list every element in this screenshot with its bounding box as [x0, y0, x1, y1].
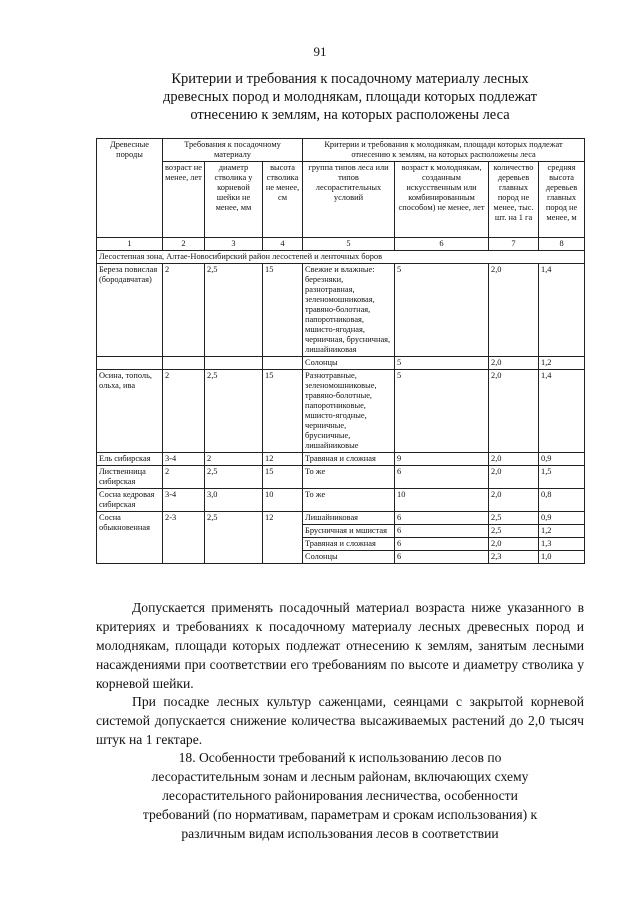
tree-count-cell: 2,3 [489, 551, 539, 564]
forest-types-cell: Разнотравные, зеленомошниковые, травяно-болотные, папоротниковые, мшисто-ягодные, черничные, брусничные, лишайниковые [303, 370, 395, 453]
forest-types-cell: Брусничная и мшистая [303, 525, 395, 538]
diameter-cell: 2 [205, 453, 263, 466]
tree-count-cell: 2,0 [489, 264, 539, 357]
title-line: Критерии и требования к посадочному материалу лесных [171, 71, 529, 87]
age-cell [163, 357, 205, 370]
column-number: 8 [539, 238, 585, 251]
table-row [97, 370, 585, 453]
table-row [97, 453, 585, 466]
height-cell [263, 357, 303, 370]
section-heading [96, 748, 584, 843]
column-number: 5 [303, 238, 395, 251]
tree-count-cell: 2,0 [489, 538, 539, 551]
paragraph-text: Допускается применять посадочный материал возраста ниже указанного в критериях и требованиях к посадочному материалу лесных древесных пород и молоднякам, площади которых подлежат отнесению к землям, занятым лесными насаждениями при соответствии его требованиям по высоте и диаметру стволика у корневой шейки. [96, 600, 584, 691]
tree-count-cell: 2,0 [489, 453, 539, 466]
young-age-cell: 6 [395, 551, 489, 564]
header-age: возраст не менее, лет [163, 162, 205, 238]
height-cell: 12 [263, 512, 303, 564]
header-height: высота стволика не менее, см [263, 162, 303, 238]
zone-title: Лесостепная зона, Алтае-Новосибирский район лесостепей и ленточных боров [97, 251, 585, 264]
tree-count-cell: 2,0 [489, 370, 539, 453]
age-cell: 3-4 [163, 453, 205, 466]
header-mean-height: средняя высота деревьев главных пород не менее, м [539, 162, 585, 238]
young-age-cell: 6 [395, 538, 489, 551]
diameter-cell [205, 357, 263, 370]
header-species: Древесные породы [97, 139, 163, 238]
forest-types-cell: Травяная и сложная [303, 538, 395, 551]
table-row [97, 512, 585, 525]
heading-line: лесорастительного районирования лесничества, особенности [162, 788, 518, 803]
young-age-cell: 10 [395, 489, 489, 512]
young-age-cell: 6 [395, 525, 489, 538]
column-number: 6 [395, 238, 489, 251]
mean-height-cell: 1,3 [539, 538, 585, 551]
paragraph-text: При посадке лесных культур саженцами, сеянцами с закрытой корневой системой допускается снижение количества высаживаемых растений до 2,0 тысяч штук на 1 гектаре. [96, 694, 584, 747]
mean-height-cell: 1,2 [539, 525, 585, 538]
diameter-cell: 3,0 [205, 489, 263, 512]
header-planting-material: Требования к посадочному материалу [163, 139, 303, 162]
species-cell: Осина, тополь, ольха, ива [97, 370, 163, 453]
age-cell: 3-4 [163, 489, 205, 512]
tree-count-cell: 2,0 [489, 357, 539, 370]
table-row [97, 357, 585, 370]
mean-height-cell: 1,4 [539, 370, 585, 453]
page-number: 91 [313, 44, 327, 59]
young-age-cell: 5 [395, 264, 489, 357]
column-number: 2 [163, 238, 205, 251]
body-paragraph [96, 598, 584, 693]
zone-row [97, 251, 585, 264]
column-number-row [97, 238, 585, 251]
forest-types-cell: То же [303, 466, 395, 489]
table-row [97, 466, 585, 489]
column-number: 4 [263, 238, 303, 251]
header-forest-types: группа типов леса или типов лесорастительных условий [303, 162, 395, 238]
mean-height-cell: 1,0 [539, 551, 585, 564]
species-cell [97, 357, 163, 370]
age-cell: 2-3 [163, 512, 205, 564]
tree-count-cell: 2,5 [489, 525, 539, 538]
column-number: 3 [205, 238, 263, 251]
forest-types-cell: Лишайниковая [303, 512, 395, 525]
title-line: отнесению к землям, на которых расположены леса [190, 107, 510, 123]
species-cell: Сосна обыкновенная [97, 512, 163, 564]
species-cell: Ель сибирская [97, 453, 163, 466]
diameter-cell: 2,5 [205, 370, 263, 453]
header-young-age: возраст к молоднякам, созданным искусственным или комбинированным способом) не менее, лет [395, 162, 489, 238]
body-paragraph [96, 692, 584, 749]
young-age-cell: 5 [395, 357, 489, 370]
young-age-cell: 5 [395, 370, 489, 453]
mean-height-cell: 1,5 [539, 466, 585, 489]
tree-count-cell: 2,0 [489, 466, 539, 489]
forest-types-cell: То же [303, 489, 395, 512]
table-row [97, 489, 585, 512]
column-number: 1 [97, 238, 163, 251]
height-cell: 15 [263, 466, 303, 489]
mean-height-cell: 0,9 [539, 453, 585, 466]
table-row [97, 264, 585, 357]
mean-height-cell: 1,4 [539, 264, 585, 357]
heading-line: требований (по нормативам, параметрам и срокам использования) к [142, 807, 538, 822]
mean-height-cell: 0,9 [539, 512, 585, 525]
heading-line: лесорастительным зонам и лесным районам, включающих схему [151, 769, 529, 784]
header-tree-count: количество деревьев главных пород не менее, тыс. шт. на 1 га [489, 162, 539, 238]
diameter-cell: 2,5 [205, 466, 263, 489]
mean-height-cell: 0,8 [539, 489, 585, 512]
table-title [150, 70, 550, 124]
height-cell: 15 [263, 370, 303, 453]
height-cell: 10 [263, 489, 303, 512]
species-cell: Лиственница сибирская [97, 466, 163, 489]
forest-types-cell: Солонцы [303, 551, 395, 564]
heading-line: 18. Особенности требований к использованию лесов по [178, 750, 502, 765]
header-diameter: диаметр стволика у корневой шейки не менее, мм [205, 162, 263, 238]
diameter-cell: 2,5 [205, 512, 263, 564]
forest-types-cell: Травяная и сложная [303, 453, 395, 466]
species-cell: Береза повислая (бородавчатая) [97, 264, 163, 357]
height-cell: 15 [263, 264, 303, 357]
column-number: 7 [489, 238, 539, 251]
forest-types-cell: Свежие и влажные: березняки, разнотравная, зеленомошниковая, травяно-болотная, папоротниковая, мшисто-ягодная, черничная, брусничная, лишайниковая [303, 264, 395, 357]
criteria-table [96, 138, 585, 564]
header-young-stands: Критерии и требования к молоднякам, площади которых подлежат отнесению к землям, на которых расположены леса [303, 139, 585, 162]
tree-count-cell: 2,0 [489, 489, 539, 512]
species-cell: Сосна кедровая сибирская [97, 489, 163, 512]
title-line: древесных пород и молоднякам, площади которых подлежат [162, 89, 537, 105]
young-age-cell: 9 [395, 453, 489, 466]
tree-count-cell: 2,5 [489, 512, 539, 525]
height-cell: 12 [263, 453, 303, 466]
heading-line: различным видам использования лесов в соответствии [181, 826, 499, 841]
mean-height-cell: 1,2 [539, 357, 585, 370]
young-age-cell: 6 [395, 512, 489, 525]
forest-types-cell: Солонцы [303, 357, 395, 370]
age-cell: 2 [163, 466, 205, 489]
age-cell: 2 [163, 264, 205, 357]
diameter-cell: 2,5 [205, 264, 263, 357]
young-age-cell: 6 [395, 466, 489, 489]
age-cell: 2 [163, 370, 205, 453]
